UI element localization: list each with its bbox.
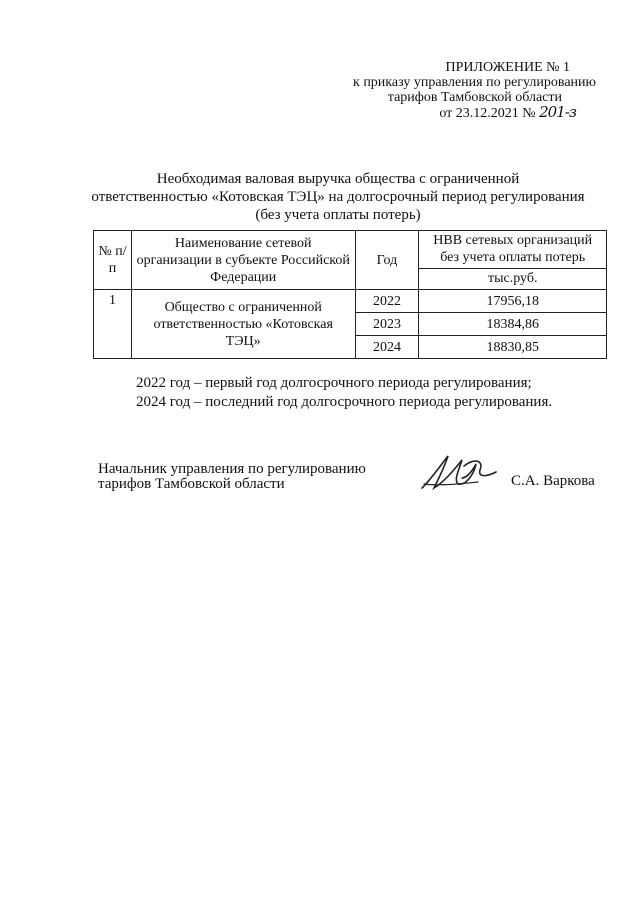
signer-name: С.А. Варкова [511, 473, 595, 489]
note-first-year: 2022 год – первый год долгосрочного периода регулирования; [136, 375, 532, 391]
header-year: Год [355, 231, 419, 290]
title-line-3: (без учета оплаты потерь) [255, 207, 421, 223]
table-row [94, 290, 607, 313]
header-name: Наименование сетевой организации в субъекте Российской Федерации [131, 231, 355, 290]
header-nvv: НВВ сетевых организаций без учета оплаты потерь [419, 231, 607, 269]
signatory-position [98, 462, 366, 492]
appendix-header [296, 60, 596, 121]
value-cell: 17956,18 [419, 290, 607, 313]
value-cell: 18830,85 [419, 336, 607, 359]
appendix-date: от 23.12.2021 № [439, 106, 536, 121]
row-organization-name: Общество с ограниченной ответственностью «Котовская ТЭЦ» [131, 290, 355, 359]
year-cell: 2023 [355, 313, 419, 336]
nvv-table [93, 230, 607, 359]
title-line-1: Необходимая валовая выручка общества с ограниченной [156, 171, 520, 187]
year-cell: 2022 [355, 290, 419, 313]
appendix-date-line [296, 105, 596, 121]
document-title [40, 170, 636, 224]
handwritten-signature [418, 448, 502, 494]
appendix-order-reference: к приказу управления по регулированию [353, 75, 596, 90]
appendix-authority: тарифов Тамбовской области [387, 90, 562, 105]
position-line-1: Начальник управления по регулированию [98, 461, 366, 477]
header-num: № п/п [94, 231, 132, 290]
handwritten-order-number: 201-з [539, 103, 576, 121]
value-cell: 18384,86 [419, 313, 607, 336]
notes [136, 374, 552, 412]
position-line-2: тарифов Тамбовской области [98, 476, 285, 492]
header-unit: тыс.руб. [419, 268, 607, 289]
appendix-title: ПРИЛОЖЕНИЕ № 1 [445, 60, 570, 75]
table-header-row [94, 231, 607, 269]
title-line-2: ответственностью «Котовская ТЭЦ» на долгосрочный период регулирования [91, 189, 585, 205]
row-num: 1 [94, 290, 132, 359]
note-last-year: 2024 год – последний год долгосрочного периода регулирования. [136, 394, 553, 410]
year-cell: 2024 [355, 336, 419, 359]
